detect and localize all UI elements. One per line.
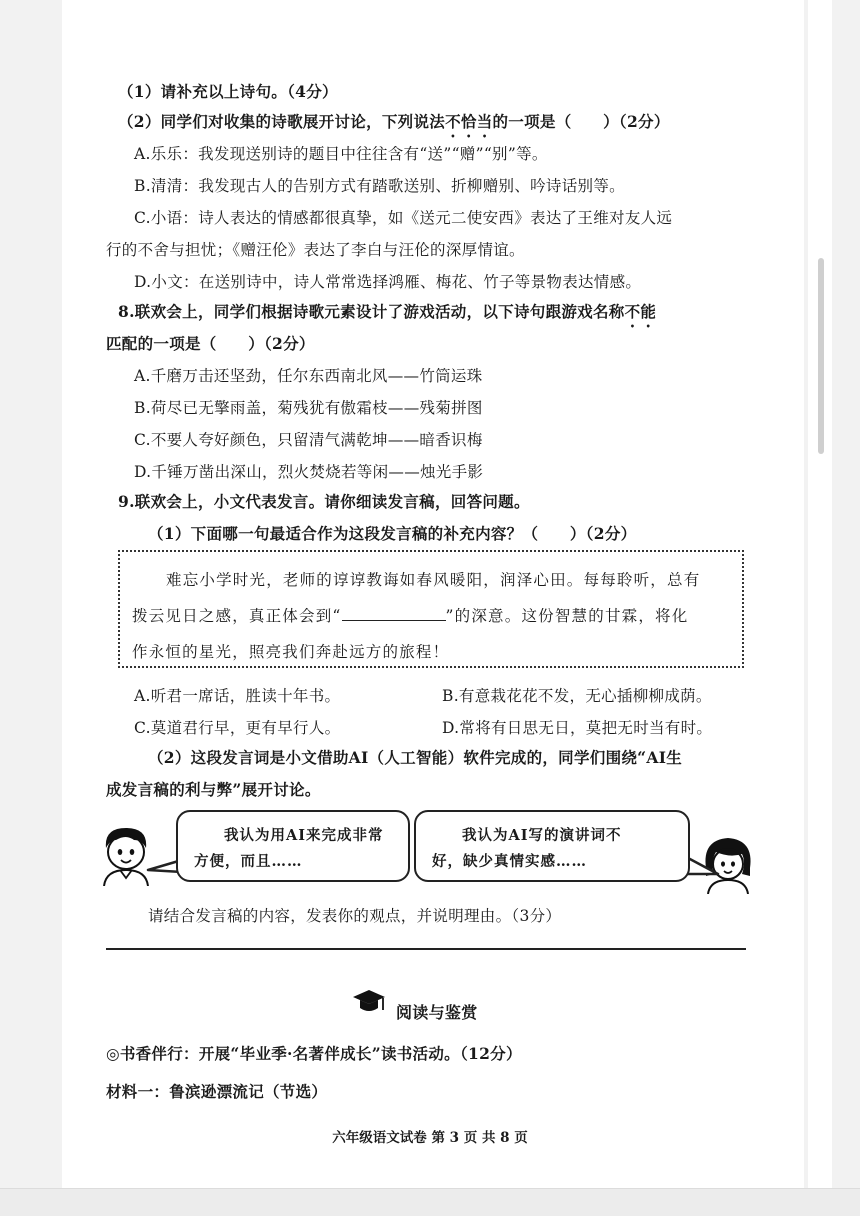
q9-option-b: B.有意栽花花不发，无心插柳柳成荫。 — [442, 687, 712, 705]
speech-line2: 拨云见日之感，真正体会到“ ”的深意。这份智慧的甘霖，将化 — [132, 607, 689, 625]
q9-prompt: 请结合发言稿的内容，发表你的观点，并说明理由。（3分） — [148, 907, 562, 925]
q8-line2: 匹配的一项是（ ）（2分） — [106, 334, 315, 353]
q8-emphasis: 不能 — [624, 302, 657, 321]
q9-option-a: A.听君一席话，胜读十年书。 — [134, 687, 341, 705]
left-bubble-line1: 我认为用AI来完成非常 — [224, 827, 384, 844]
section-title: 阅读与鉴赏 — [396, 1003, 478, 1022]
q7-sub2: （2）同学们对收集的诗歌展开讨论，下列说法不恰当的一项是（ ）（2分） — [118, 112, 670, 131]
left-bubble-line2: 方便，而且…… — [194, 853, 303, 870]
q7-option-c-line1: C.小语：诗人表达的情感都很真挚，如《送元二使安西》表达了王维对友人远 — [134, 209, 673, 227]
answer-line — [106, 948, 746, 950]
q8-option-a: A.千磨万击还坚劲，任尔东西南北风——竹筒运珠 — [134, 367, 483, 385]
q8-option-c: C.不要人夸好颜色，只留清气满乾坤——暗香识梅 — [134, 431, 483, 449]
q9-option-d: D.常将有日思无日，莫把无时当有时。 — [442, 719, 713, 737]
q7-sub1: （1）请补充以上诗句。（4分） — [118, 82, 338, 101]
q9-sub1: （1）下面哪一句最适合作为这段发言稿的补充内容？（ ）（2分） — [148, 524, 637, 543]
q7-option-c-line2: 行的不舍与担忧；《赠汪伦》表达了李白与汪伦的深厚情谊。 — [106, 241, 525, 259]
scrollbar-thumb[interactable] — [818, 258, 824, 454]
right-bubble-line1: 我认为AI写的演讲词不 — [462, 827, 622, 844]
q9-sub2-line2: 成发言稿的利与弊”展开讨论。 — [106, 780, 321, 799]
page-footer: 六年级语文试卷 第 3 页 共 8 页 — [332, 1130, 528, 1146]
left-speech-bubble — [176, 810, 410, 882]
q9-title: 9.联欢会上，小文代表发言。请你细读发言稿，回答问题。 — [118, 492, 530, 511]
bottom-bar — [0, 1188, 860, 1216]
speech-line3: 作永恒的星光，照亮我们奔赴远方的旅程！ — [132, 643, 450, 661]
speech-line1: 难忘小学时光，老师的谆谆教诲如春风暖阳，润泽心田。每每聆听，总有 — [166, 571, 701, 589]
q7-option-b: B.清清：我发现古人的告别方式有踏歌送别、折柳赠别、吟诗话别等。 — [134, 177, 625, 195]
right-bubble-line2: 好，缺少真情实感…… — [432, 853, 587, 870]
q8-option-d: D.千锤万凿出深山，烈火焚烧若等闲——烛光手影 — [134, 463, 484, 481]
material-title: 材料一：鲁滨逊漂流记（节选） — [106, 1082, 328, 1101]
q7-emphasis: 不恰当 — [445, 112, 493, 131]
q7-option-d: D.小文：在送别诗中，诗人常常选择鸿雁、梅花、竹子等景物表达情感。 — [134, 273, 642, 291]
activity-title: ◎书香伴行：开展“毕业季·名著伴成长”读书活动。（12分） — [106, 1044, 522, 1063]
scrollbar-track[interactable] — [808, 0, 832, 1188]
q7-option-a: A.乐乐：我发现送别诗的题目中往往含有“送”“赠”“别”等。 — [134, 145, 548, 163]
graduation-cap-icon — [352, 988, 386, 1016]
right-speech-bubble — [414, 810, 690, 882]
speech-blank — [342, 606, 446, 621]
q8-line1: 8.联欢会上，同学们根据诗歌元素设计了游戏活动，以下诗句跟游戏名称不能 — [118, 302, 657, 321]
q9-option-c: C.莫道君行早，更有早行人。 — [134, 719, 341, 737]
q8-option-b: B.荷尽已无擎雨盖，菊残犹有傲霜枝——残菊拼图 — [134, 399, 483, 417]
q9-sub2-line1: （2）这段发言词是小文借助AI（人工智能）软件完成的，同学们围绕“AI生 — [148, 748, 683, 767]
